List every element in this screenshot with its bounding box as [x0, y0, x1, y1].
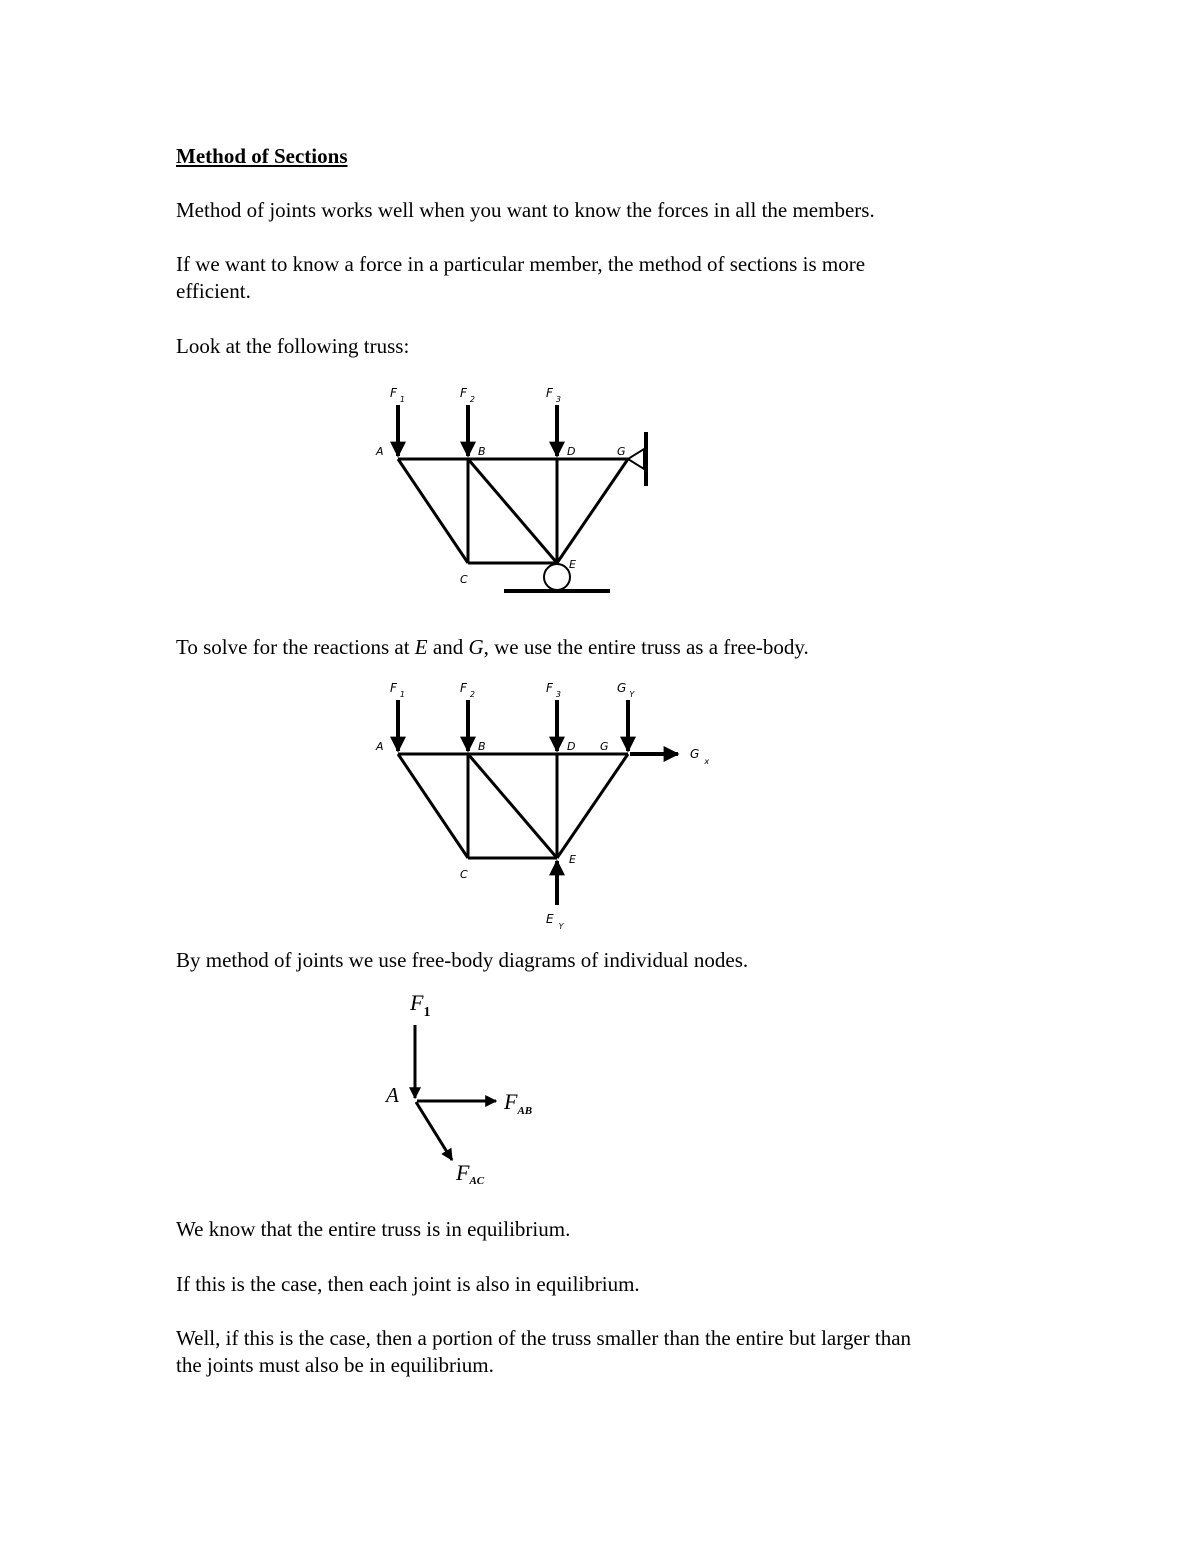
node-label-a: A	[376, 740, 384, 753]
paragraph-equilibrium-1: We know that the entire truss is in equilibrium.	[176, 1217, 571, 1241]
vector-label-fab: $F_{AB}$	[504, 1089, 533, 1117]
pin-support-icon	[628, 432, 646, 486]
force-label-f1: F $_1$	[390, 681, 405, 699]
vector-label-fac: FAC	[456, 1160, 485, 1187]
joint-a-free-body	[380, 988, 560, 1188]
node-label-e: E	[569, 558, 576, 571]
joint-vectors	[415, 1025, 496, 1160]
reaction-label-gx: $G_x$	[690, 747, 710, 766]
load-arrows	[398, 700, 678, 905]
paragraph-sections-line2: efficient.	[176, 279, 251, 303]
node-label-c: C	[460, 573, 468, 586]
paragraph-equilibrium-3-line2: the joints must also be in equilibrium.	[176, 1353, 494, 1377]
force-label-gy: G $_Y$	[617, 681, 635, 699]
paragraph-method-joints: By method of joints we use free-body diagrams of individual nodes.	[176, 948, 749, 972]
paragraph-equilibrium-3-line1: Well, if this is the case, then a portion of the truss smaller than the entire but larger than	[176, 1326, 912, 1350]
node-label-b: B	[478, 740, 486, 753]
reaction-label-ey: $E_Y$	[546, 912, 564, 931]
roller-support-icon	[504, 564, 610, 591]
truss-figure-1	[360, 370, 660, 610]
vector-label-f1: $F_1$	[410, 990, 431, 1020]
vector-fac	[416, 1102, 452, 1160]
paragraph-equilibrium-2: If this is the case, then each joint is also in equilibrium.	[176, 1272, 640, 1296]
node-label-e: E	[569, 853, 576, 866]
node-label-g: G	[600, 740, 609, 753]
paragraph-reactions: To solve for the reactions at E and G, we use the entire truss as a free-body.	[176, 635, 809, 659]
page-title: Method of Sections	[176, 144, 348, 168]
node-label-c: C	[460, 868, 468, 881]
node-label-a: A	[376, 445, 384, 458]
joint-label-a: A	[386, 1083, 399, 1107]
force-label-f1: F $_1$	[390, 386, 405, 404]
force-label-f2: F $_2$	[460, 386, 475, 404]
truss-members	[398, 754, 628, 858]
paragraph-sections-line1: If we want to know a force in a particular member, the method of sections is more	[176, 252, 866, 276]
node-label-d: D	[567, 740, 576, 753]
node-label-d: D	[567, 445, 576, 458]
force-label-f3: F $_3$	[546, 386, 561, 404]
node-label-g: G	[617, 445, 626, 458]
force-label-f3: F $_3$	[546, 681, 561, 699]
node-label-b: B	[478, 445, 486, 458]
paragraph-look: Look at the following truss:	[176, 334, 410, 358]
force-label-f2: F $_2$	[460, 681, 475, 699]
truss-figure-2	[360, 665, 720, 935]
paragraph-joints: Method of joints works well when you want to know the forces in all the members.	[176, 198, 875, 222]
truss-members	[398, 459, 628, 563]
